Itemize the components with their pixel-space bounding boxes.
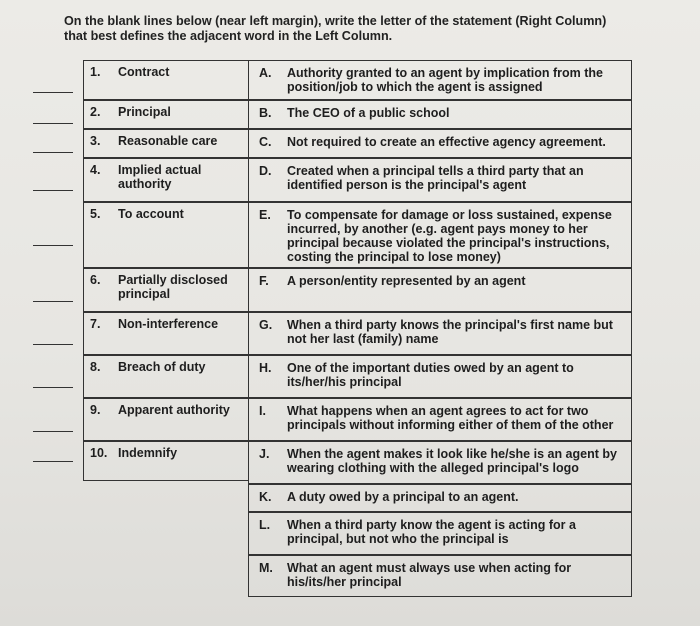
term-text: Principal	[118, 105, 171, 119]
definition-text: Not required to create an effective agency agreement.	[287, 135, 606, 149]
definition-row	[248, 60, 632, 100]
definition-text: When the agent makes it look like he/she is an agent by wearing clothing with the alleged principal's logo	[287, 447, 617, 475]
definition-letter: I.	[259, 404, 266, 418]
definition-row	[248, 355, 632, 398]
left-term-row	[83, 398, 248, 441]
definition-text: The CEO of a public school	[287, 106, 450, 120]
definition-row	[248, 268, 632, 312]
definition-text: A duty owed by a principal to an agent.	[287, 490, 519, 504]
answer-blank-2[interactable]	[33, 123, 73, 124]
definition-letter: E.	[259, 208, 271, 222]
term-text: Apparent authority	[118, 403, 230, 417]
answer-blank-1[interactable]	[33, 92, 73, 93]
term-text: To account	[118, 207, 184, 221]
term-number: 9.	[90, 403, 101, 417]
definition-text: A person/entity represented by an agent	[287, 274, 526, 288]
definition-row	[248, 555, 632, 597]
definition-text: Created when a principal tells a third party that an identified person is the principal's agent	[287, 164, 584, 192]
term-text: Contract	[118, 65, 170, 79]
definition-text: What happens when an agent agrees to act for two principals without informing either of them of the other	[287, 404, 614, 432]
definition-row	[248, 158, 632, 202]
definition-row	[248, 312, 632, 355]
answer-blank-10[interactable]	[33, 461, 73, 462]
definition-row	[248, 202, 632, 268]
term-number: 3.	[90, 134, 101, 148]
term-number: 1.	[90, 65, 101, 79]
definition-text: One of the important duties owed by an agent to its/her/his principal	[287, 361, 574, 389]
definition-letter: J.	[259, 447, 270, 461]
answer-blank-4[interactable]	[33, 190, 73, 191]
term-text: Partially disclosed principal	[118, 273, 228, 301]
term-text: Indemnify	[118, 446, 178, 460]
definition-letter: C.	[259, 135, 272, 149]
term-number: 7.	[90, 317, 101, 331]
term-number: 2.	[90, 105, 101, 119]
left-term-row	[83, 202, 248, 268]
term-text: Reasonable care	[118, 134, 218, 148]
term-number: 6.	[90, 273, 101, 287]
answer-blank-5[interactable]	[33, 245, 73, 246]
definition-letter: D.	[259, 164, 272, 178]
term-number: 5.	[90, 207, 101, 221]
left-term-row	[83, 441, 248, 481]
definition-letter: G.	[259, 318, 273, 332]
answer-blank-6[interactable]	[33, 301, 73, 302]
term-number: 10.	[90, 446, 108, 460]
term-number: 8.	[90, 360, 101, 374]
definition-letter: M.	[259, 561, 273, 575]
definition-row	[248, 441, 632, 484]
definition-text: When a third party know the agent is acting for a principal, but not who the principal is	[287, 518, 576, 546]
definition-letter: A.	[259, 66, 272, 80]
left-term-row	[83, 355, 248, 398]
definition-row	[248, 129, 632, 158]
definition-row	[248, 100, 632, 129]
answer-blank-9[interactable]	[33, 431, 73, 432]
definition-letter: L.	[259, 518, 271, 532]
answer-blank-7[interactable]	[33, 344, 73, 345]
definition-letter: F.	[259, 274, 269, 288]
left-term-row	[83, 129, 248, 158]
term-number: 4.	[90, 163, 101, 177]
left-term-row	[83, 312, 248, 355]
term-text: Breach of duty	[118, 360, 206, 374]
definition-letter: H.	[259, 361, 272, 375]
left-term-row	[83, 100, 248, 129]
definition-text: To compensate for damage or loss sustained, expense incurred, by another (e.g. agent pays money to her principal because violated the principal's instructions, costing the principal to lose money)	[287, 208, 612, 264]
definition-text: What an agent must always use when acting for his/its/her principal	[287, 561, 572, 589]
definition-text: Authority granted to an agent by implication from the position/job to which the agent is assigned	[287, 66, 603, 94]
answer-blank-3[interactable]	[33, 152, 73, 153]
left-term-row	[83, 158, 248, 202]
left-term-row	[83, 60, 248, 100]
term-text: Implied actual authority	[118, 163, 202, 191]
answer-blank-8[interactable]	[33, 387, 73, 388]
definition-row	[248, 512, 632, 555]
definition-text: When a third party knows the principal's first name but not her last (family) name	[287, 318, 613, 346]
definition-letter: K.	[259, 490, 272, 504]
left-term-row	[83, 268, 248, 312]
definition-row	[248, 484, 632, 512]
term-text: Non-interference	[118, 317, 219, 331]
definition-letter: B.	[259, 106, 272, 120]
instructions: On the blank lines below (near left margin), write the letter of the statement (Right Column) that best defines the adjacent word in the Left Column.	[64, 14, 607, 43]
definition-row	[248, 398, 632, 441]
